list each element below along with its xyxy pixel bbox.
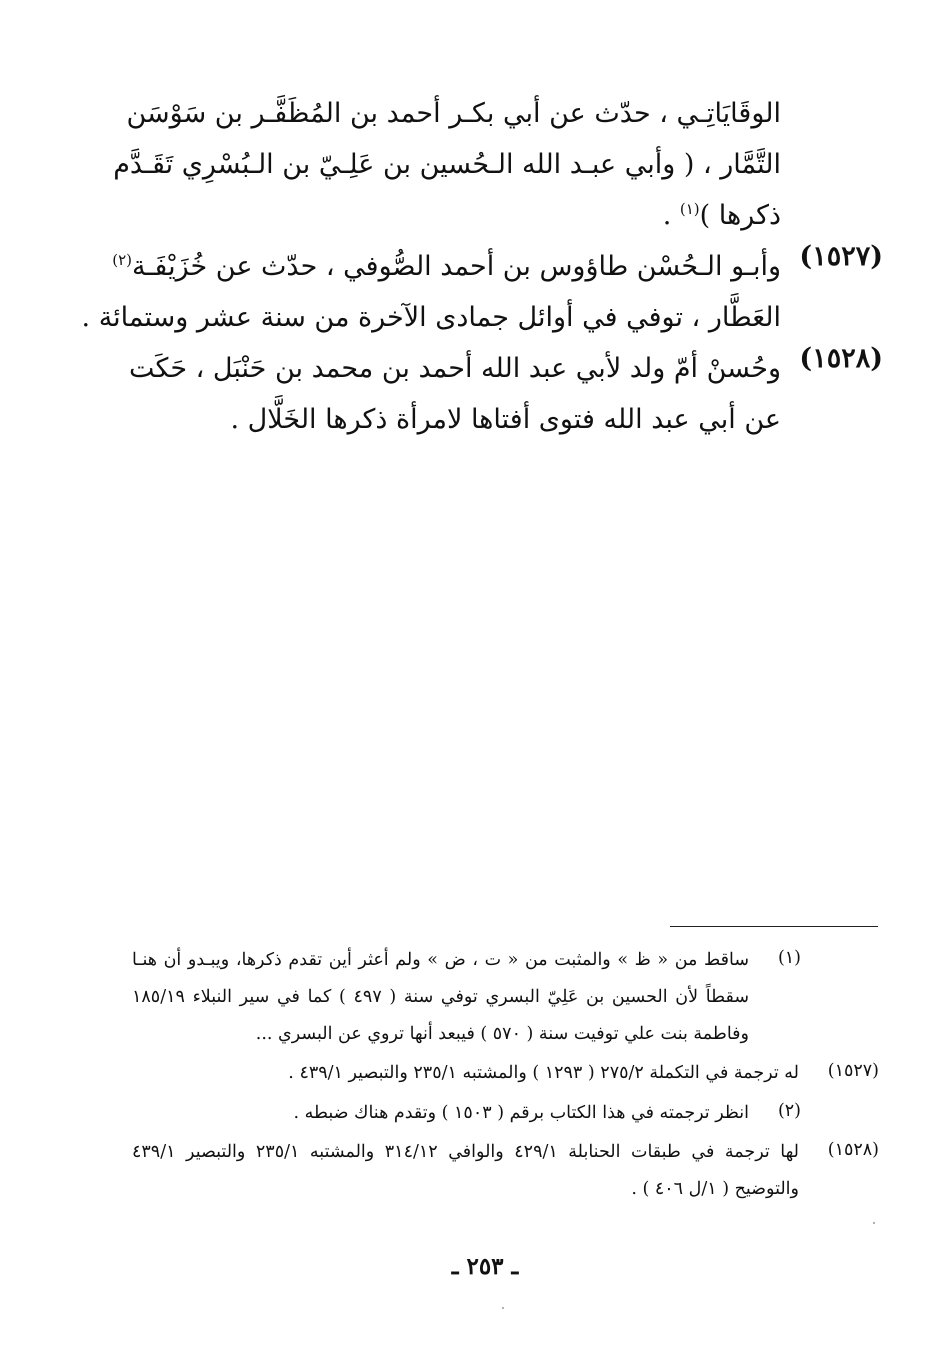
main-line-7: عن أبي عبد الله فتوى أفتاها لامرأة ذكرها الخَلَّال . xyxy=(230,404,781,435)
footnote-2 xyxy=(132,1095,749,1132)
main-line-3-end: . xyxy=(662,200,680,231)
footnote-1-line-2: سقطاً لأن الحسين بن عَلِيّ البسري توفي سنة ( ٤٩٧ ) كما في سير النبلاء ١٨٥/١٩ xyxy=(132,987,749,1007)
footnote-ref-2: (٢) xyxy=(112,251,133,269)
main-line-5: العَطَّار ، توفي في أوائل جمادى الآخرة من سنة عشر وستمائة . xyxy=(81,302,781,333)
footnote-1528 xyxy=(132,1134,799,1208)
main-line-3-text: ذكرها ) xyxy=(699,200,781,231)
footnote-1528-line-1: لها ترجمة في طبقات الحنابلة ٤٢٩/١ والوافي ٣١٤/١٢ والمشتبه ٢٣٥/١ والتبصير ٤٣٩/١ xyxy=(132,1142,799,1162)
footnote-separator xyxy=(670,926,878,927)
main-line-2: التَّمَّار ، ( وأبي عبـد الله الـحُسين بن عَلِـيّ بن الـبُسْرِي تَقَـدَّم xyxy=(113,149,781,180)
footnote-1-number: (١) xyxy=(777,948,801,968)
footnote-1-line-3: وفاطمة بنت علي توفيت سنة ( ٥٧٠ ) فيبعد أنها تروي عن البسري ... xyxy=(255,1024,749,1044)
footnote-1528-line-2: والتوضيح ( ١/ل ٤٠٦ ) . xyxy=(631,1179,799,1199)
main-line-4-text: وأبـو الـحُسْن طاؤوس بن أحمد الصُّوفي ، حدّث عن خُزَيْفَـة xyxy=(132,251,781,282)
footnote-1 xyxy=(132,942,749,1053)
footnote-1527 xyxy=(132,1055,799,1092)
entry-number-1527: (١٥٢٧) xyxy=(799,241,883,272)
main-line-3 xyxy=(190,190,781,241)
main-line-6: وحُسنْ أمّ ولد لأبي عبد الله أحمد بن محمد بن حَنْبَل ، حَكَت xyxy=(128,353,781,384)
footnote-1528-number: (١٥٢٨) xyxy=(827,1140,879,1160)
footnote-1-line-1: ساقط من « ظ » والمثبت من « ت ، ض » ولم أعثر أين تقدم ذكرها، ويبـدو أن هنـا xyxy=(132,950,749,970)
footnote-ref-1: (١) xyxy=(679,200,700,218)
scan-speck xyxy=(502,1307,504,1309)
footnote-2-text: انظر ترجمته في هذا الكتاب برقم ( ١٥٠٣ ) وتقدم هناك ضبطه . xyxy=(293,1103,749,1123)
main-line-1: الوقَايَاتِـي ، حدّث عن أبي بكـر أحمد بن المُظَفَّـر بن سَوْسَن xyxy=(126,98,781,129)
main-line-4 xyxy=(112,241,781,292)
page-number: ـ ٢٥٣ ـ xyxy=(451,1253,519,1280)
footnote-1527-text: له ترجمة في التكملة ٢٧٥/٢ ( ١٢٩٣ ) والمشتبه ٢٣٥/١ والتبصير ٤٣٩/١ . xyxy=(288,1063,799,1083)
scan-speck xyxy=(873,1222,875,1224)
footnote-1527-number: (١٥٢٧) xyxy=(827,1061,879,1081)
footnote-2-number: (٢) xyxy=(777,1101,801,1121)
entry-number-1528: (١٥٢٨) xyxy=(799,343,883,374)
main-text xyxy=(81,88,781,445)
